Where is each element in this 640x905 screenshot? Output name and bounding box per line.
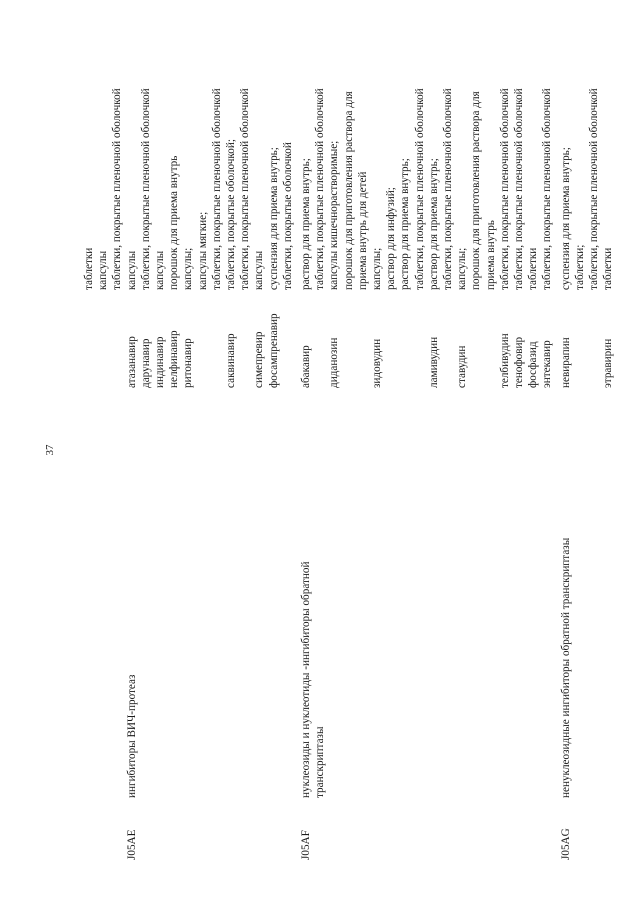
form-line: таблетки <box>83 247 95 290</box>
form-line: раствор для инфузий; <box>385 187 398 290</box>
form-line: приема внутрь для детей <box>356 171 369 290</box>
form-line: таблетки, покрытые пленочной оболочкой <box>139 88 152 290</box>
group-title: ингибиторы ВИЧ-протеаз <box>125 674 138 798</box>
form-line: таблетки, покрытые пленочной оболочкой <box>210 88 223 290</box>
drug-name: зидовудин <box>371 338 383 388</box>
drug-name: фосампренавир <box>267 313 280 388</box>
drug-name: диданозин <box>328 337 341 388</box>
form-line: таблетки <box>527 247 540 290</box>
drug-name: саквинавир <box>225 333 237 388</box>
form-line: суспензия для приема внутрь; <box>559 147 572 290</box>
form-line: таблетки <box>602 247 615 290</box>
form-line: капсулы <box>97 250 110 290</box>
form-line: таблетки, покрытые оболочкой <box>281 142 294 290</box>
group-title: нуклеозиды и нуклеотиды -ингибиторы обратной транскриптазы <box>300 561 327 798</box>
form-line: таблетки, покрытые пленочной оболочкой <box>541 88 554 290</box>
drug-table <box>68 40 628 860</box>
drug-name: ставудин <box>456 345 469 388</box>
atc-code: J05AE <box>125 829 138 860</box>
form-line: порошок для приема внутрь <box>168 155 181 290</box>
drug-name: атазанавир <box>125 336 138 388</box>
drug-name: дарунавир <box>139 338 152 388</box>
form-line: порошок для приготовления раствора для <box>470 91 483 290</box>
form-line: капсулы <box>154 250 166 290</box>
form-line: раствор для приема внутрь; <box>300 158 312 290</box>
form-line: раствор для приема внутрь; <box>399 158 412 290</box>
drug-name: фосфазид <box>527 341 540 388</box>
form-line: капсулы; <box>371 247 383 290</box>
drug-name: невирапин <box>559 337 572 388</box>
form-line: раствор для приема внутрь; <box>427 158 440 290</box>
form-line: суспензия для приема внутрь; <box>267 147 280 290</box>
form-line: приема внутрь <box>484 220 497 290</box>
drug-name: ламивудин <box>427 336 440 388</box>
drug-name: телбивудин <box>498 333 511 388</box>
form-line: таблетки, покрытые пленочной оболочкой <box>111 88 124 290</box>
form-line: капсулы <box>125 250 138 290</box>
form-line: таблетки, покрытые пленочной оболочкой <box>498 88 511 290</box>
form-line: капсулы кишечнорастворимые; <box>328 140 341 290</box>
form-line: таблетки, покрытые пленочной оболочкой <box>314 88 327 290</box>
form-line: таблетки, покрытые пленочной оболочкой <box>588 88 600 290</box>
form-line: капсулы <box>253 250 266 290</box>
form-line: таблетки, покрытые пленочной оболочкой <box>442 88 454 290</box>
page-number: 37 <box>44 444 56 456</box>
drug-name: нелфинавир <box>168 330 181 388</box>
form-line: таблетки; <box>573 244 586 290</box>
drug-name: тенофовир <box>513 336 525 388</box>
drug-name: этравирин <box>602 338 615 388</box>
drug-name: симепревир <box>253 331 266 388</box>
form-line: порошок для приготовления раствора для <box>342 91 355 290</box>
atc-code: J05AG <box>559 828 572 860</box>
atc-code: J05AF <box>300 830 312 860</box>
form-line: таблетки, покрытые пленочной оболочкой <box>413 88 426 290</box>
form-line: таблетки, покрытые пленочной оболочкой <box>513 88 525 290</box>
form-line: капсулы; <box>456 247 469 290</box>
drug-name: индинавир <box>154 336 166 388</box>
drug-name: абакавир <box>300 345 312 388</box>
form-line: таблетки, покрытые пленочной оболочкой <box>239 88 252 290</box>
group-title: ненуклеозидные ингибиторы обратной транскриптазы <box>559 537 572 798</box>
drug-name: ритонавир <box>182 338 195 388</box>
form-line: капсулы; <box>182 247 195 290</box>
form-line: таблетки, покрытые оболочкой; <box>225 139 237 290</box>
form-line: капсулы мягкие; <box>196 211 209 290</box>
drug-name: энтекавир <box>541 340 554 388</box>
